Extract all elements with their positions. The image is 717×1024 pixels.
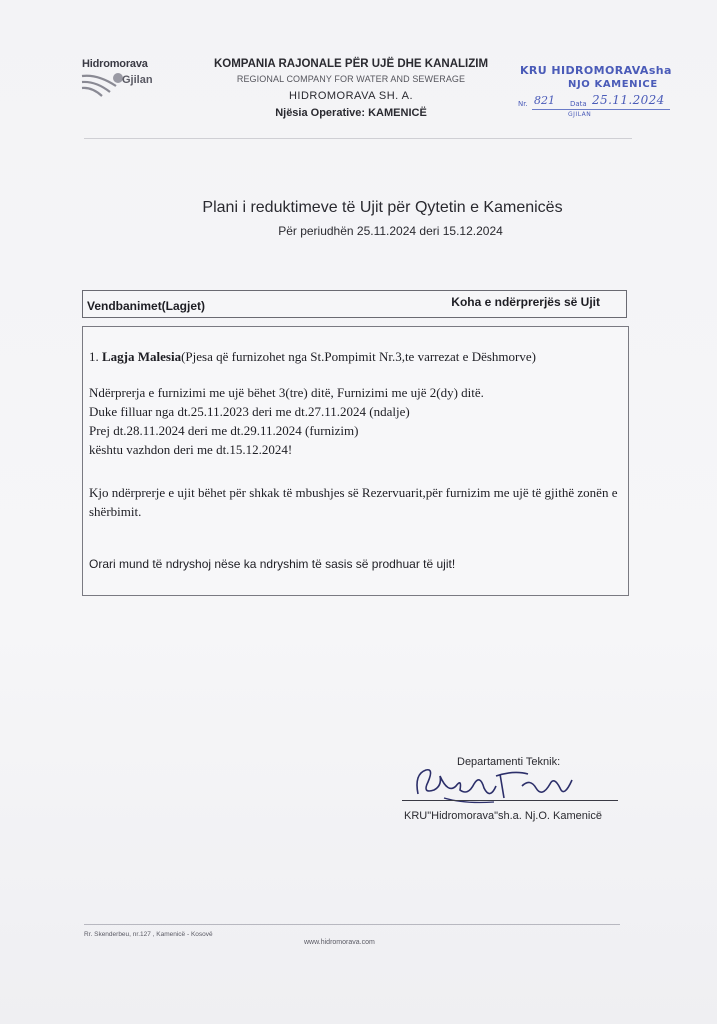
signature-organization: KRU"Hidromorava"sh.a. Nj.O. Kamenicë — [404, 810, 602, 822]
footer-divider — [84, 924, 620, 925]
signature-department: Departamenti Teknik: — [457, 756, 561, 768]
header-divider — [84, 138, 632, 139]
column-settlements: Vendbanimet(Lagjet) — [87, 299, 206, 313]
schedule-line: Ndërprerja e furnizimi me ujë bëhet 3(tre) ditë, Furnizimi me ujë 2(dy) ditë. — [89, 385, 484, 400]
signature-line — [402, 800, 618, 801]
logo-text-top: Hidromorava — [82, 58, 148, 70]
stamp-line1: KRU HIDROMORAVAsha — [520, 64, 672, 77]
water-waves-icon — [80, 70, 124, 100]
item-number: 1. — [89, 349, 99, 364]
schedule-details — [89, 383, 619, 459]
reason-paragraph: Kjo ndërprerje e ujit bëhet për shkak të mbushjes së Rezervuarit,për furnizim me ujë të gjithë zonën e shërbimit. — [89, 485, 618, 519]
company-name-sq: KOMPANIA RAJONALE PËR UJË DHE KANALIZIM — [213, 58, 489, 70]
company-logo — [78, 52, 174, 102]
schedule-box — [82, 326, 629, 596]
stamp-underline — [532, 109, 670, 110]
operative-unit: Njësia Operative: KAMENICË — [275, 107, 427, 119]
item-description: (Pjesa që furnizohet nga St.Pompimit Nr.3,te varrezat e Dëshmorve) — [181, 349, 536, 364]
company-header — [196, 58, 506, 119]
schedule-line: Duke filluar nga dt.25.11.2023 deri me dt.27.11.2024 (ndalje) — [89, 404, 410, 419]
stamp-nr-value: 821 — [534, 94, 555, 107]
footer-address: Rr. Skenderbeu, nr.127 , Kamenicë - Kosovë — [84, 931, 213, 938]
company-name-en: REGIONAL COMPANY FOR WATER AND SEWERAGE — [236, 74, 466, 84]
company-short-name: HIDROMORAVA SH. A. — [288, 90, 414, 102]
stamp-line2: NJO KAMENICE — [568, 79, 658, 90]
stamp-city: GJILAN — [568, 111, 592, 118]
handwritten-signature — [404, 764, 584, 814]
schedule-line: Prej dt.28.11.2024 deri me dt.29.11.2024 (furnizim) — [89, 423, 359, 438]
document-period: Për periudhën 25.11.2024 deri 15.12.2024 — [278, 224, 503, 238]
logo-text-bottom: Gjilan — [122, 74, 153, 86]
stamp-nr-label: Nr. — [518, 100, 528, 108]
settlement-item — [89, 349, 619, 365]
stamp-date-value: 25.11.2024 — [592, 93, 665, 107]
item-name: Lagja Malesia — [102, 349, 182, 364]
column-interruption-time: Koha e ndërprerjës së Ujit — [451, 295, 600, 309]
document-title: Plani i reduktimeve të Ujit për Qytetin e Kamenicës — [202, 199, 563, 216]
schedule-note: Orari mund të ndryshoj nëse ka ndryshim të sasis së prodhuar të ujit! — [89, 557, 456, 571]
schedule-line: kështu vazhdon deri me dt.15.12.2024! — [89, 442, 293, 457]
registry-stamp — [514, 60, 674, 124]
stamp-date-label: Data — [570, 100, 587, 108]
table-header — [82, 290, 627, 318]
footer-website: www.hidromorava.com — [304, 939, 375, 946]
